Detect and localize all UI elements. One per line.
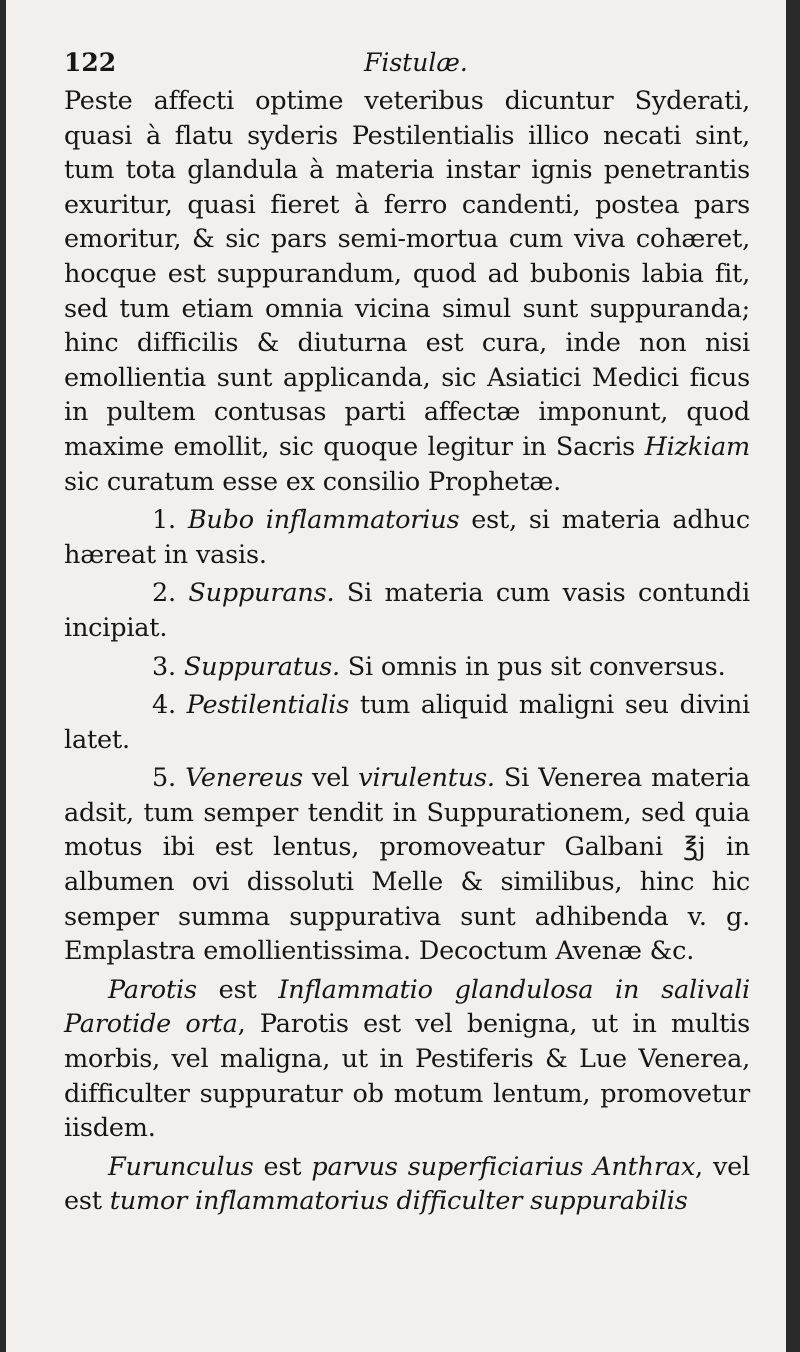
page-number: 122 [64, 48, 117, 77]
list-item-5 [64, 761, 750, 969]
furunculus-definition-2: tumor inflammatorius difficulter suppurabilis [109, 1186, 688, 1217]
paragraph-text-end: sic curatum esse ex consilio Prophetæ. [64, 466, 562, 497]
item-text: Si Venerea materia adsit, tum semper tendit in Suppurationem, sed quia motus ibi est lentus, promoveatur Galbani ℥j in albumen ovi dissoluti Melle & similibus, hinc hic semper summa suppurativa sunt adhibenda v. g. Emplastra emollientissima. Decoctum Avenæ &c. [64, 763, 750, 967]
item-number: 1. [152, 505, 176, 536]
parotis-definition: Inflammatio glandulosa in salivali Parotide orta [64, 974, 750, 1040]
item-text: Si materia cum vasis contundi incipiat. [64, 578, 751, 643]
body-text [64, 84, 750, 1219]
running-head: Fistulæ. [364, 48, 468, 77]
item-connector: vel [302, 763, 359, 794]
paragraph-peste [64, 84, 750, 499]
term-furunculus: Furunculus [108, 1151, 254, 1182]
book-page [6, 0, 786, 1352]
item-number: 5. [152, 763, 176, 794]
list-item-4 [64, 688, 750, 757]
item-term-2: virulentus. [358, 763, 495, 794]
paragraph-text: Peste affecti optime veteribus dicuntur Syderati, quasi à flatu syderis Pestilentialis illico necati sint, tum tota glandula à materia instar ignis penetrantis exuritur, quasi fieret à ferro candenti, postea pars emoritur, & sic pars semi-mortua cum viva cohæret, hocque est suppurandum, quod ad bubonis labia fit, sed tum etiam omnia vicina simul sunt suppuranda; hinc difficilis & diuturna est cura, inde non nisi emollientia sunt applicanda, sic Asiatici Medici ficus in pultem contusas parti affectæ imponunt, quod maxime emollit, sic quoque legitur in Sacris [64, 86, 750, 462]
item-text: Si omnis in pus sit conversus. [339, 651, 726, 682]
term-parotis: Parotis [108, 974, 197, 1005]
furunculus-definition-1: parvus superficiarius Anthrax [311, 1151, 696, 1182]
item-number: 3. [152, 651, 176, 682]
item-term: Pestilentialis [186, 690, 350, 721]
parotis-est: est [196, 974, 279, 1005]
name-hizkiam: Hizkiam [644, 431, 750, 462]
parotis-text: , Parotis est vel benigna, ut in multis morbis, vel maligna, ut in Pestiferis & Lue Venerea, difficulter suppuratur ob motum lentum, promovetur iisdem. [64, 1009, 750, 1144]
furunculus-vel-est: , vel est [64, 1151, 750, 1217]
item-term: Suppurans. [188, 578, 335, 609]
item-text: tum aliquid maligni seu divini latet. [64, 690, 751, 755]
paragraph-furunculus [64, 1150, 750, 1219]
item-term: Bubo inflammatorius [187, 505, 460, 536]
list-item-3 [64, 650, 750, 685]
item-term: Suppuratus. [183, 651, 340, 682]
item-number: 4. [152, 690, 176, 721]
page-header [64, 44, 750, 84]
furunculus-est: est [253, 1151, 312, 1182]
list-item-2 [64, 576, 750, 645]
item-number: 2. [152, 578, 176, 609]
item-term: Venereus [185, 763, 303, 794]
item-text: est, si materia adhuc hæreat in vasis. [64, 505, 751, 570]
paragraph-parotis [64, 973, 750, 1146]
list-item-1 [64, 503, 750, 572]
